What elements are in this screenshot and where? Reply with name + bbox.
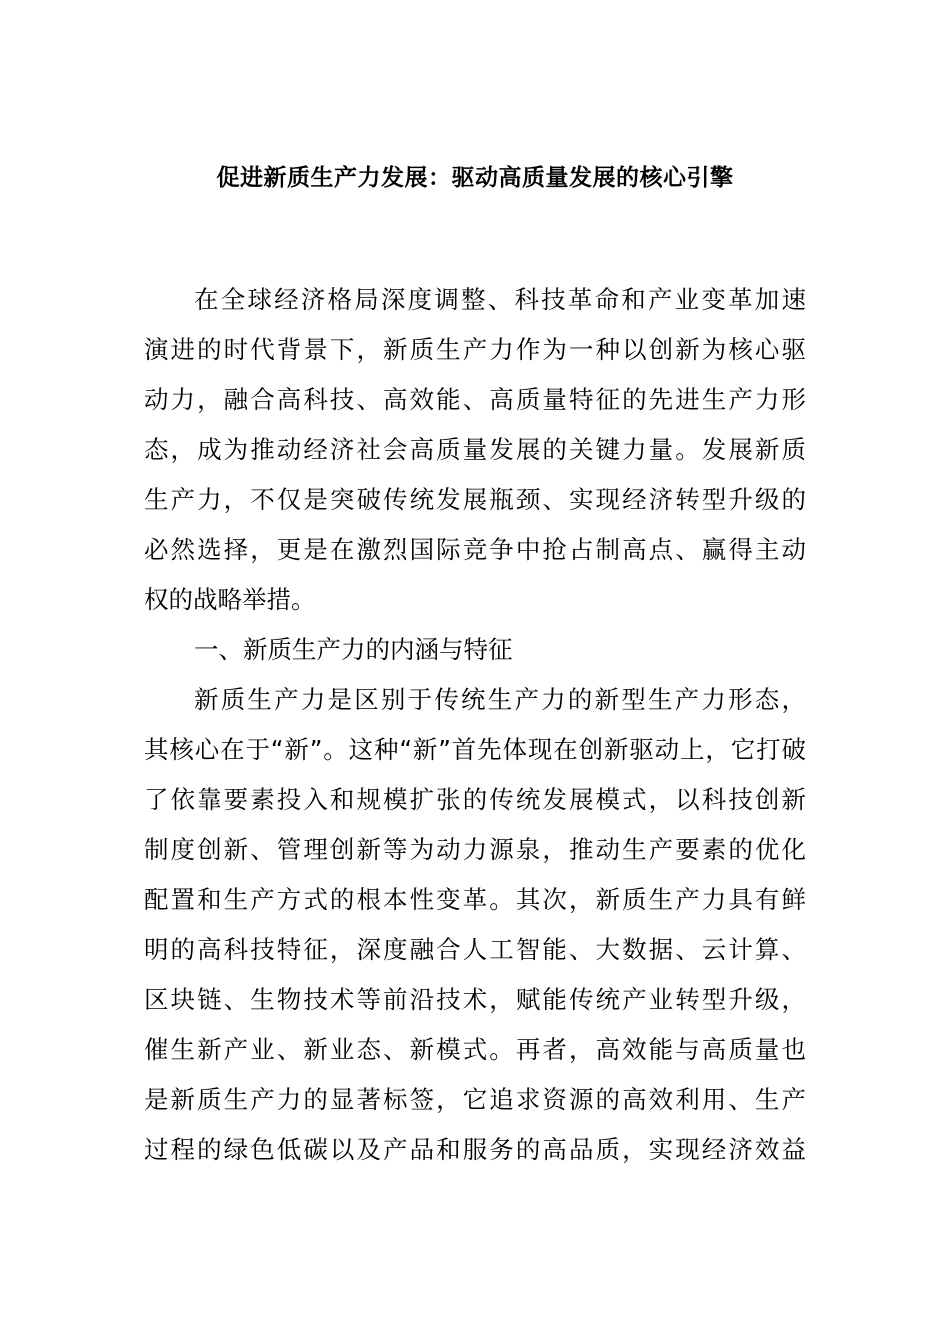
section-line: 明的高科技特征，深度融合人工智能、大数据、云计算、 [144,935,806,964]
intro-line: 态，成为推动经济社会高质量发展的关键力量。发展新质 [144,435,806,464]
section-heading: 一、新质生产力的内涵与特征 [194,635,513,664]
intro-line: 在全球经济格局深度调整、科技革命和产业变革加速 [194,285,806,314]
intro-line: 必然选择，更是在激烈国际竞争中抢占制高点、赢得主动 [144,535,806,564]
section-line: 其核心在于“新”。这种“新”首先体现在创新驱动上，它打破 [144,735,806,764]
section-line: 了依靠要素投入和规模扩张的传统发展模式，以科技创新 [144,785,806,814]
section-line: 是新质生产力的显著标签，它追求资源的高效利用、生产 [144,1085,806,1114]
section-line: 过程的绿色低碳以及产品和服务的高品质，实现经济效益 [144,1135,806,1164]
section-line: 制度创新、管理创新等为动力源泉，推动生产要素的优化 [144,835,806,864]
section-line: 新质生产力是区别于传统生产力的新型生产力形态， [194,685,806,714]
intro-line: 演进的时代背景下，新质生产力作为一种以创新为核心驱 [144,335,806,364]
document-title: 促进新质生产力发展：驱动高质量发展的核心引擎 [216,165,734,191]
intro-line: 动力，融合高科技、高效能、高质量特征的先进生产力形 [144,385,806,414]
section-line: 区块链、生物技术等前沿技术，赋能传统产业转型升级， [144,985,806,1014]
intro-line: 权的战略举措。 [144,585,316,614]
section-line: 配置和生产方式的根本性变革。其次，新质生产力具有鲜 [144,885,806,914]
intro-line: 生产力，不仅是突破传统发展瓶颈、实现经济转型升级的 [144,485,806,514]
section-line: 催生新产业、新业态、新模式。再者，高效能与高质量也 [144,1035,806,1064]
